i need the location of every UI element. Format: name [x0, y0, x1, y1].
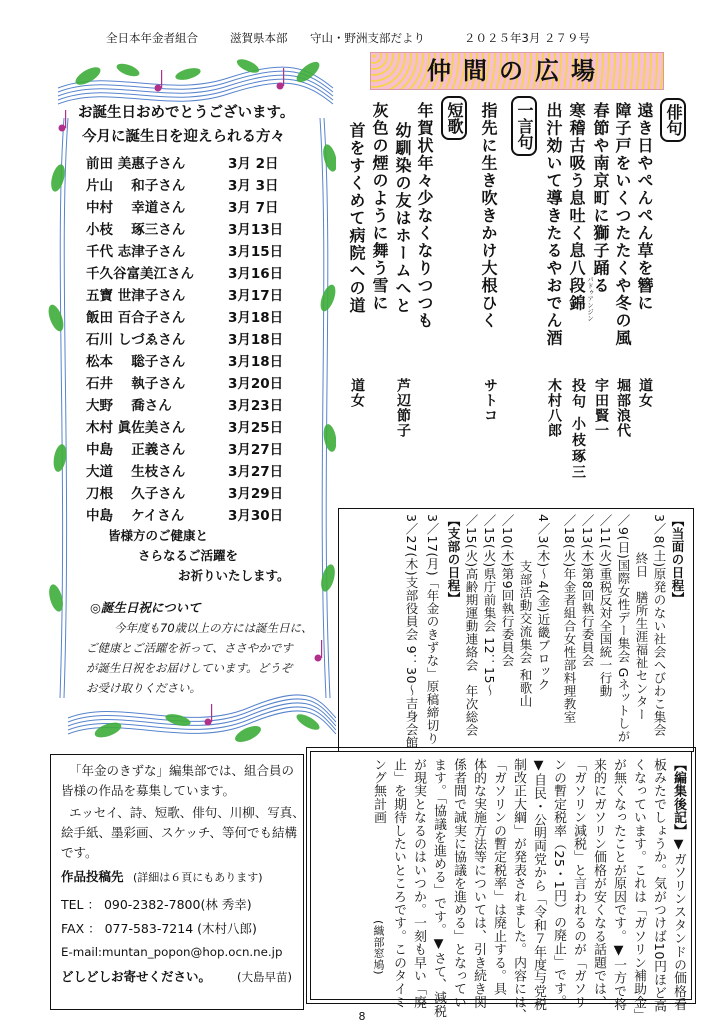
- birthday-note-line-2: ご健康とご活躍を祈って、ささやかです: [86, 641, 293, 655]
- birthday-row: 片山 和子さん 3月 3日: [86, 178, 279, 194]
- editor-note-first-col: [670, 758, 686, 1011]
- editor-line: が現実となるのはいつか。一刻も早い「廃: [411, 758, 426, 1009]
- birthday-row: 中村 幸道さん 3月 7日: [86, 200, 279, 216]
- schedule-branch-item: 3／17(月)「年金のきずな」原稿締切り: [425, 514, 440, 746]
- birthday-row: 中島 正義さん 3月27日: [86, 442, 284, 458]
- birthday-row: 前田 美惠子さん 3月 2日: [86, 156, 279, 172]
- schedule-item: ／13(木)第8回執行委員会: [580, 514, 595, 668]
- editor-line: 「ガソリンの暫定税率」は廃止する。具: [491, 758, 506, 996]
- haiku-poem-1: 遠き日やぺんぺん草を簪に: [635, 102, 654, 312]
- schedule-current-label: 【当面の日程】: [670, 514, 685, 605]
- haiku-poem-2: 障子戸をいくつたたくや冬の風: [613, 102, 632, 347]
- birthday-note-line-4: お受け取りください。: [86, 681, 201, 695]
- schedule-item: ／15(火)県庁前集会 12：15～: [482, 514, 497, 697]
- editor-line: 止」を期待したいところです。このタイミ: [391, 758, 406, 1009]
- header-issue: ２０２５年3月 ２７９号: [464, 31, 590, 45]
- haiku-label: 俳句: [660, 98, 686, 142]
- haiku-author-4: 投句 小枝琢三: [570, 378, 586, 481]
- schedule-item: 3／8(土)原発のない社会へびわこ集会: [652, 514, 667, 737]
- schedule-item: 4／3(木)～4(金)近畿ブロック: [536, 514, 551, 691]
- recruit-line: 皆様の作品を募集しています。: [61, 783, 236, 798]
- birthday-row: 刀根 久子さん 3月29日: [86, 486, 284, 502]
- schedule-item: ／18(火)年金者組合女性部料理教室: [562, 514, 577, 724]
- editor-line: ▼ガソリンスタンドの価格看: [671, 837, 686, 1012]
- recruit-submit-label: 作品投稿先: [61, 869, 124, 884]
- editor-line: ング無計画: [371, 758, 386, 824]
- tanka-line-2: 幼馴染の友はホームへと: [393, 122, 412, 315]
- birthday-message-1: 皆様方のご健康と: [108, 528, 209, 543]
- tanka-author-1: 芦辺節子: [395, 378, 411, 438]
- editor-line: 板みたでしょうか。気がつけば10円ほど高: [651, 758, 666, 1013]
- recruit-line: 絵手紙、墨彩画、スケッチ、等何でも結構: [61, 825, 298, 840]
- banner-title: 仲間の広場: [427, 57, 607, 85]
- editor-line: ンの暫定税率（25・1円）の廃止」です。: [551, 758, 566, 1009]
- recruit-closing: どしどしお寄せください。: [61, 969, 212, 984]
- haiku-author-3: 宇田賢一: [593, 378, 609, 438]
- birthday-message-2: さらなるご活躍を: [138, 548, 239, 563]
- editor-line: 係者間で誠実に協議を進める」となってい: [451, 758, 466, 1009]
- haiku-poem-3: 春節や南京町に獅子踊る: [591, 102, 610, 295]
- recruit-signature: (大島早苗): [237, 970, 292, 984]
- birthday-row: 小枝 琢三さん 3月13日: [86, 222, 284, 238]
- schedule-item: ／10(木)第9回執行委員会: [500, 514, 515, 668]
- birthday-row: 松本 聡子さん 3月18日: [86, 354, 284, 370]
- recruit-line: 「年金のきずな」編集部では、組合員の: [69, 763, 295, 778]
- schedule-item: ／11(火)重税反対全国統一行動: [598, 514, 613, 698]
- birthday-row: 千代 志津子さん 3月15日: [86, 244, 284, 260]
- recruit-fax: FAX ： 077-583-7214 (木村八郎): [61, 921, 257, 936]
- birthday-row: 石川 しづゑさん 3月18日: [86, 332, 284, 348]
- hitokoto-label: 一言句: [511, 96, 537, 156]
- recruitment-box: [50, 754, 304, 1010]
- editor-signature: (織部窓鳩): [372, 920, 385, 975]
- recruit-line: です。: [61, 845, 98, 860]
- recruit-tel[interactable]: TEL ： 090-2382-7800(林 秀幸): [61, 897, 252, 912]
- haiku-author-5: 木村八郎: [546, 378, 562, 438]
- birthday-row: 石井 執子さん 3月20日: [86, 376, 284, 392]
- schedule-item: 終日 膳所生涯福祉センター: [634, 552, 649, 721]
- schedule-item: ／15(火)高齢期運動連絡会 年次総会: [464, 514, 479, 737]
- birthday-note-title: ◎誕生日祝について: [90, 600, 201, 615]
- header-org: 全日本年金者組合: [106, 31, 198, 45]
- tanka-line-3: 灰色の煙のように舞う雪に: [370, 102, 389, 312]
- editor-line: くなっています。これは「ガソリン補助金」: [631, 758, 646, 1022]
- haiku-poem-5: 出汁効いて導きたるやおでん酒: [544, 102, 563, 347]
- schedule-branch-label: 【支部の日程】: [446, 514, 461, 605]
- tanka-line-4: 首をすくめて病院への道: [347, 122, 366, 315]
- haiku-author-2: 堀部浪代: [615, 378, 631, 438]
- tanka-author-2: 道女: [349, 378, 365, 408]
- birthday-row: 大道 生枝さん 3月27日: [86, 464, 284, 480]
- title-banner: [370, 52, 664, 90]
- editor-line: ます。「協議を進める」です。▼さて、減税: [431, 758, 446, 1018]
- schedule-item: ／9(日)国際女性デー集会 Gネットしが: [616, 514, 631, 743]
- birthday-note-line-1: 今年度も70歳以上の方には誕生日に、: [114, 621, 313, 635]
- editor-line: 来的にガソリン価格が安くなる話題では、: [591, 758, 606, 1009]
- birthday-heading: お誕生日おめでとうございます。: [78, 105, 295, 121]
- birthday-row: 木村 眞佐美さん 3月25日: [86, 420, 284, 436]
- birthday-row: 大野 喬さん 3月23日: [86, 398, 284, 414]
- editor-line: 体的な実施方法等については、引き続き関: [471, 758, 486, 1009]
- birthday-message-3: お祈りいたします。: [178, 568, 290, 583]
- birthday-subheading: 今月に誕生日を迎えられる方々: [82, 129, 285, 145]
- editor-line: ▼自民・公明両党から「令和７年度与党税: [531, 758, 546, 1011]
- haiku-ruby: パドゥアンジン: [586, 276, 594, 322]
- birthday-note-line-3: が誕生日祝をお届けしています。どうぞ: [86, 661, 293, 675]
- haiku-poem-4: 寒稽古吸う息吐く息八段錦: [567, 102, 586, 312]
- birthday-row: 飯田 百合子さん 3月18日: [86, 310, 284, 326]
- hitokoto-poem: 指先に生き吹きかけ大根ひく: [479, 102, 498, 330]
- editor-line: が無くなったことが原因です。▼一方で将: [611, 758, 626, 1011]
- editor-line: 制改正大綱」が発表されました。内容には、: [511, 758, 526, 1022]
- haiku-author-1: 道女: [637, 378, 653, 408]
- recruit-submit-note: (詳細は６頁にもあります): [133, 871, 263, 884]
- tanka-label: 短歌: [441, 96, 467, 140]
- birthday-row: 五寶 世津子さん 3月17日: [86, 288, 284, 304]
- schedule-item: 支部活動交流集会 和歌山: [518, 560, 533, 708]
- tanka-line-1: 年賀状年々少なくなりつつも: [415, 102, 434, 330]
- header-branch: 滋賀県本部: [230, 31, 288, 45]
- editor-line: 「ガソリン減税」と言われるのが「ガソリ: [571, 758, 586, 1009]
- schedule-branch-item: 3／27(木)支部役員会 9：30～吉身会館: [404, 514, 419, 749]
- header-newsletter: 守山・野洲支部だより: [310, 31, 425, 45]
- hitokoto-author: サトコ: [482, 378, 498, 423]
- page-number: 8: [358, 1010, 366, 1023]
- recruit-line: エッセイ、詩、短歌、俳句、川柳、写真、: [69, 805, 305, 820]
- editor-label: 【編集後記】: [671, 758, 686, 838]
- birthday-row: 千久谷富美江さん 3月16日: [86, 266, 284, 282]
- birthday-row: 中島 ケイさん 3月30日: [86, 508, 284, 524]
- recruit-email[interactable]: E-mail:muntan_popon@hop.ocn.ne.jp: [61, 945, 283, 959]
